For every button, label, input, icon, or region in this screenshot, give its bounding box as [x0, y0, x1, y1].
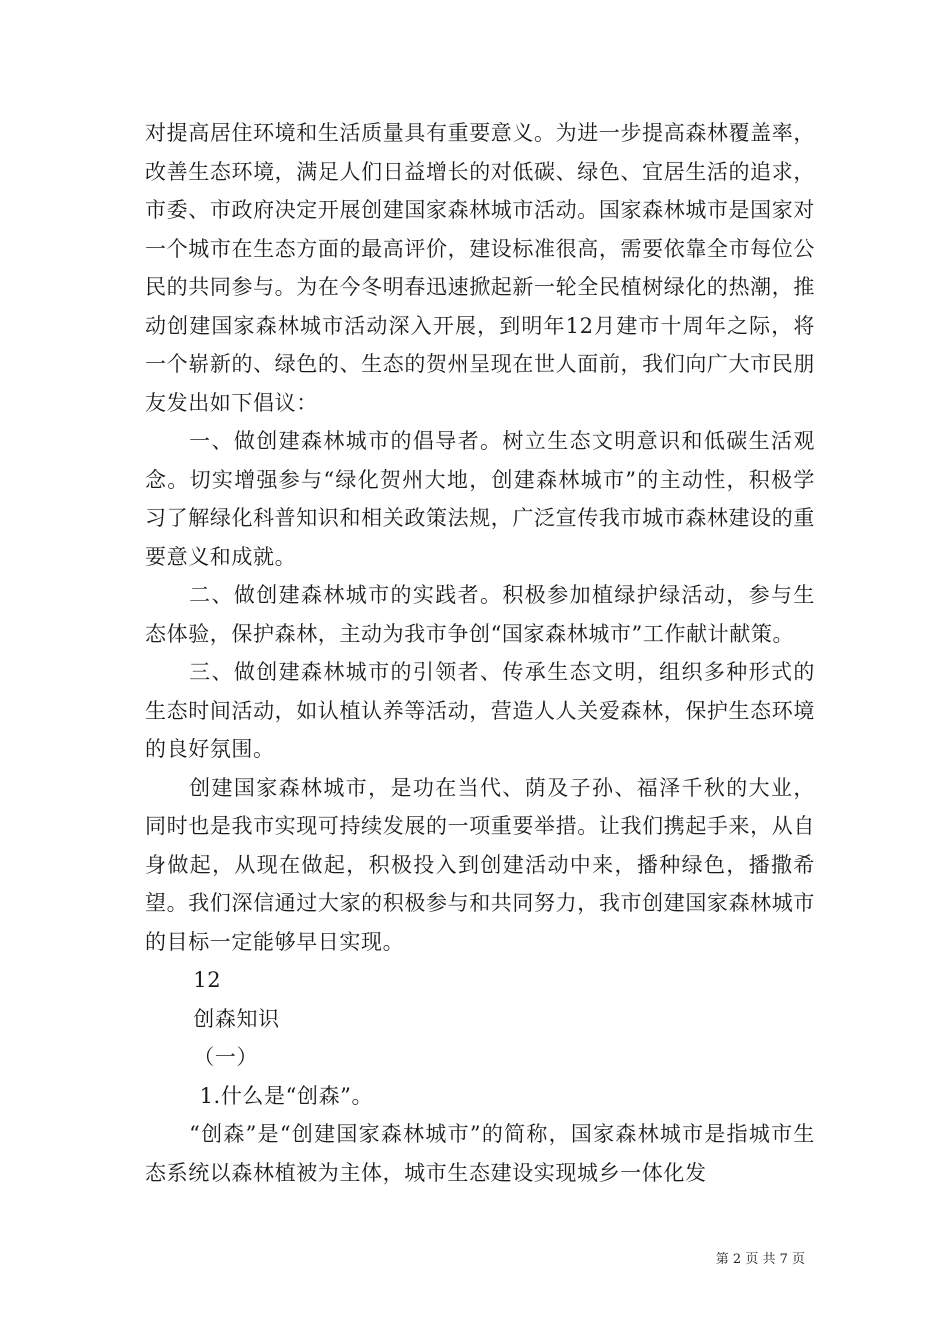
paragraph-item-2: 二、做创建森林城市的实践者。积极参加植绿护绿活动，参与生态体验，保护森林，主动为我市争创“国家森林城市”工作献计献策。 [145, 583, 815, 646]
answer-paragraph: “创森”是“创建国家森林城市”的简称，国家森林城市是指城市生态系统以森林植被为主体，城市生态建设实现城乡一体化发 [145, 1122, 815, 1185]
number-line: 12 [193, 968, 222, 992]
question-heading: 1.什么是“创森”。 [199, 1083, 374, 1108]
document-body [145, 114, 815, 1192]
page-footer: 第 2 页 共 7 页 [715, 1252, 805, 1267]
section-subtitle: （一） [193, 1045, 259, 1069]
paragraph-item-3: 三、做创建森林城市的引领者、传承生态文明，组织多种形式的生态时间活动，如认植认养等活动，营造人人关爱森林，保护生态环境的良好氛围。 [145, 660, 815, 761]
paragraph-item-1: 一、做创建森林城市的倡导者。树立生态文明意识和低碳生活观念。切实增强参与“绿化贺州大地，创建森林城市”的主动性，积极学习了解绿化科普知识和相关政策法规，广泛宣传我市城市森林建设的重要意义和成就。 [145, 429, 815, 569]
paragraph-closing: 创建国家森林城市，是功在当代、荫及子孙、福泽千秋的大业，同时也是我市实现可持续发展的一项重要举措。让我们携起手来，从自身做起，从现在做起，积极投入到创建活动中来，播种绿色，播撒希望。我们深信通过大家的积极参与和共同努力，我市创建国家森林城市的目标一定能够早日实现。 [145, 775, 815, 954]
section-title: 创森知识 [193, 1006, 280, 1031]
paragraph-intro: 对提高居住环境和生活质量具有重要意义。为进一步提高森林覆盖率，改善生态环境，满足人们日益增长的对低碳、绿色、宜居生活的追求，市委、市政府决定开展创建国家森林城市活动。国家森林城市是国家对一个城市在生态方面的最高评价，建设标准很高，需要依靠全市每位公民的共同参与。为在今冬明春迅速掀起新一轮全民植树绿化的热潮，推动创建国家森林城市活动深入开展，到明年12月建市十周年之际，将一个崭新的、绿色的、生态的贺州呈现在世人面前，我们向广大市民朋友发出如下倡议： [145, 121, 815, 415]
